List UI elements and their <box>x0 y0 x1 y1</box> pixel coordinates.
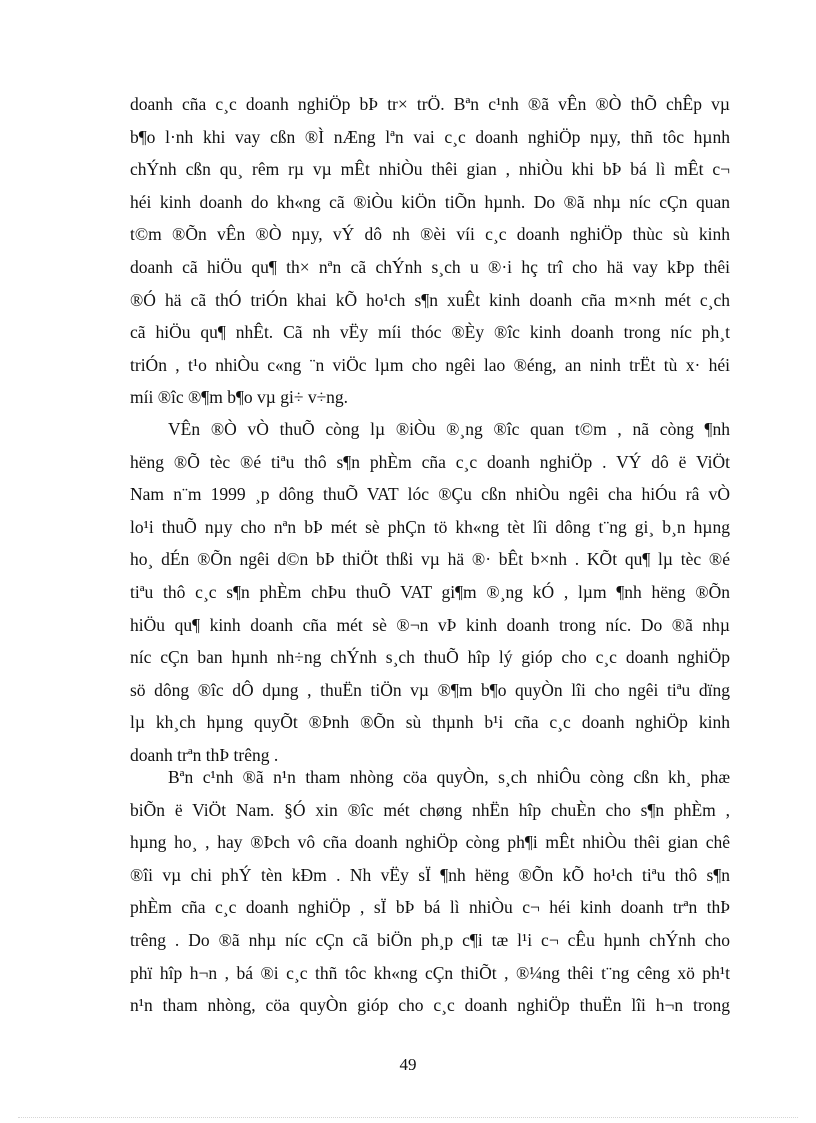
text-line: níc cÇn ban hµnh nh÷ng chÝnh s¸ch thuÕ hîp lý gióp cho c¸c doanh nghiÖp <box>130 647 730 668</box>
text-line: ®Ó hä cã thÓ triÓn khai kÕ ho¹ch s¶n xuÊt kinh doanh cña m×nh mét c¸ch <box>130 289 730 310</box>
text-line: t©m ®Õn vÊn ®Ò nµy, vÝ dô nh ®èi víi c¸c doanh nghiÖp thùc sù kinh <box>130 224 730 245</box>
text-line: cã hiÖu qu¶ nhÊt. Cã nh vËy míi thóc ®Èy ®îc kinh doanh trong níc ph¸t <box>130 322 730 343</box>
text-line: chÝnh cßn qu¸ rêm rµ vµ mÊt nhiÒu thêi gian , nhiÒu khi bÞ bá lì mÊt c¬ <box>130 159 730 180</box>
text-line: biÕn ë ViÖt Nam. §Ó xin ®îc mét chøng nhËn hîp chuÈn cho s¶n phÈm , <box>130 799 730 820</box>
text-line: ®îi vµ chi phÝ tèn kÐm . Nh vËy sÏ ¶nh hëng ®Õn kÕ ho¹ch tiªu thô s¶n <box>130 864 730 885</box>
text-line: n¹n tham nhòng, cöa quyÒn gióp cho c¸c doanh nghiÖp thuËn lîi h¬n trong <box>130 995 730 1016</box>
text-line: tiªu thô c¸c s¶n phÈm chÞu thuÕ VAT gi¶m ®¸ng kÓ , lµm ¶nh hëng ®Õn <box>130 581 730 602</box>
page-number: 49 <box>399 1055 417 1074</box>
paragraph-2 <box>130 413 730 772</box>
text-line: phÈm cña c¸c doanh nghiÖp , sÏ bÞ bá lì nhiÒu c¬ héi kinh doanh trªn thÞ <box>130 897 730 918</box>
text-line: hµng ho¸ , hay ®Þch vô cña doanh nghiÖp còng ph¶i mÊt nhiÒu thêi gian chê <box>130 832 730 853</box>
text-line: trêng . Do ®ã nhµ níc cÇn cã biÖn ph¸p c¶i tæ l¹i c¬ cÊu hµnh chÝnh cho <box>130 929 730 950</box>
text-line: VÊn ®Ò vÒ thuÕ còng lµ ®iÒu ®¸ng ®îc quan t©m , nã còng ¶nh <box>168 419 730 439</box>
text-line: b¶o l·nh khi vay cßn ®Ì nÆng lªn vai c¸c doanh nghiÖp nµy, thñ tôc hµnh <box>130 126 730 147</box>
text-line: lo¹i thuÕ nµy cho nªn bÞ mét sè phÇn tö kh«ng tèt lîi dông t¨ng gi¸ b¸n hµng <box>130 516 730 537</box>
text-line: doanh cã hiÖu qu¶ th× nªn cã chÝnh s¸ch u ®·i hç trî cho hä vay kÞp thêi <box>130 256 730 277</box>
page-bottom-divider <box>18 1117 798 1118</box>
text-line: doanh cña c¸c doanh nghiÖp bÞ tr× trÖ. Bªn c¹nh ®ã vÊn ®Ò thÕ chÊp vµ <box>130 94 730 114</box>
text-line: ho¸ dÉn ®Õn ngêi d©n bÞ thiÖt thßi vµ hä ®· bÊt b×nh . KÕt qu¶ lµ tèc ®é <box>130 549 730 570</box>
text-line: triÓn , t¹o nhiÒu c«ng ¨n viÖc lµm cho ngêi lao ®éng, an ninh trËt tù x· héi <box>130 354 730 375</box>
text-line: phï hîp h¬n , bá ®i c¸c thñ tôc kh«ng cÇn thiÕt , ®¼ng thêi t¨ng cêng xö ph¹t <box>130 962 730 983</box>
text-line: hiÖu qu¶ kinh doanh cña mét sè ®¬n vÞ kinh doanh trong níc. Do ®ã nhµ <box>130 614 730 635</box>
paragraph-3 <box>130 761 730 1022</box>
text-line: sö dông ®îc dÔ dµng , thuËn tiÖn vµ ®¶m b¶o quyÒn lîi cho ngêi tiªu dïng <box>130 679 730 700</box>
text-line: Bªn c¹nh ®ã n¹n tham nhòng cöa quyÒn, s¸ch nhiÔu còng cßn kh¸ phæ <box>168 767 730 787</box>
text-line: Nam n¨m 1999 ¸p dông thuÕ VAT lóc ®Çu cßn nhiÒu ngêi cha hiÓu râ vÒ <box>130 484 730 505</box>
text-line: lµ kh¸ch hµng quyÕt ®Þnh ®Õn sù thµnh b¹i cña c¸c doanh nghiÖp kinh <box>130 712 730 733</box>
text-line: hëng ®Õ tèc ®é tiªu thô s¶n phÈm cña c¸c doanh nghiÖp . VÝ dô ë ViÖt <box>130 451 730 472</box>
text-line: míi ®îc ®¶m b¶o vµ gi÷ v÷ng. <box>130 387 349 408</box>
text-line: doanh trªn thÞ trêng . <box>130 744 279 765</box>
paragraph-1 <box>130 88 730 414</box>
text-line: héi kinh doanh do kh«ng cã ®iÒu kiÖn tiÕn hµnh. Do ®ã nhµ níc cÇn quan <box>130 191 730 212</box>
